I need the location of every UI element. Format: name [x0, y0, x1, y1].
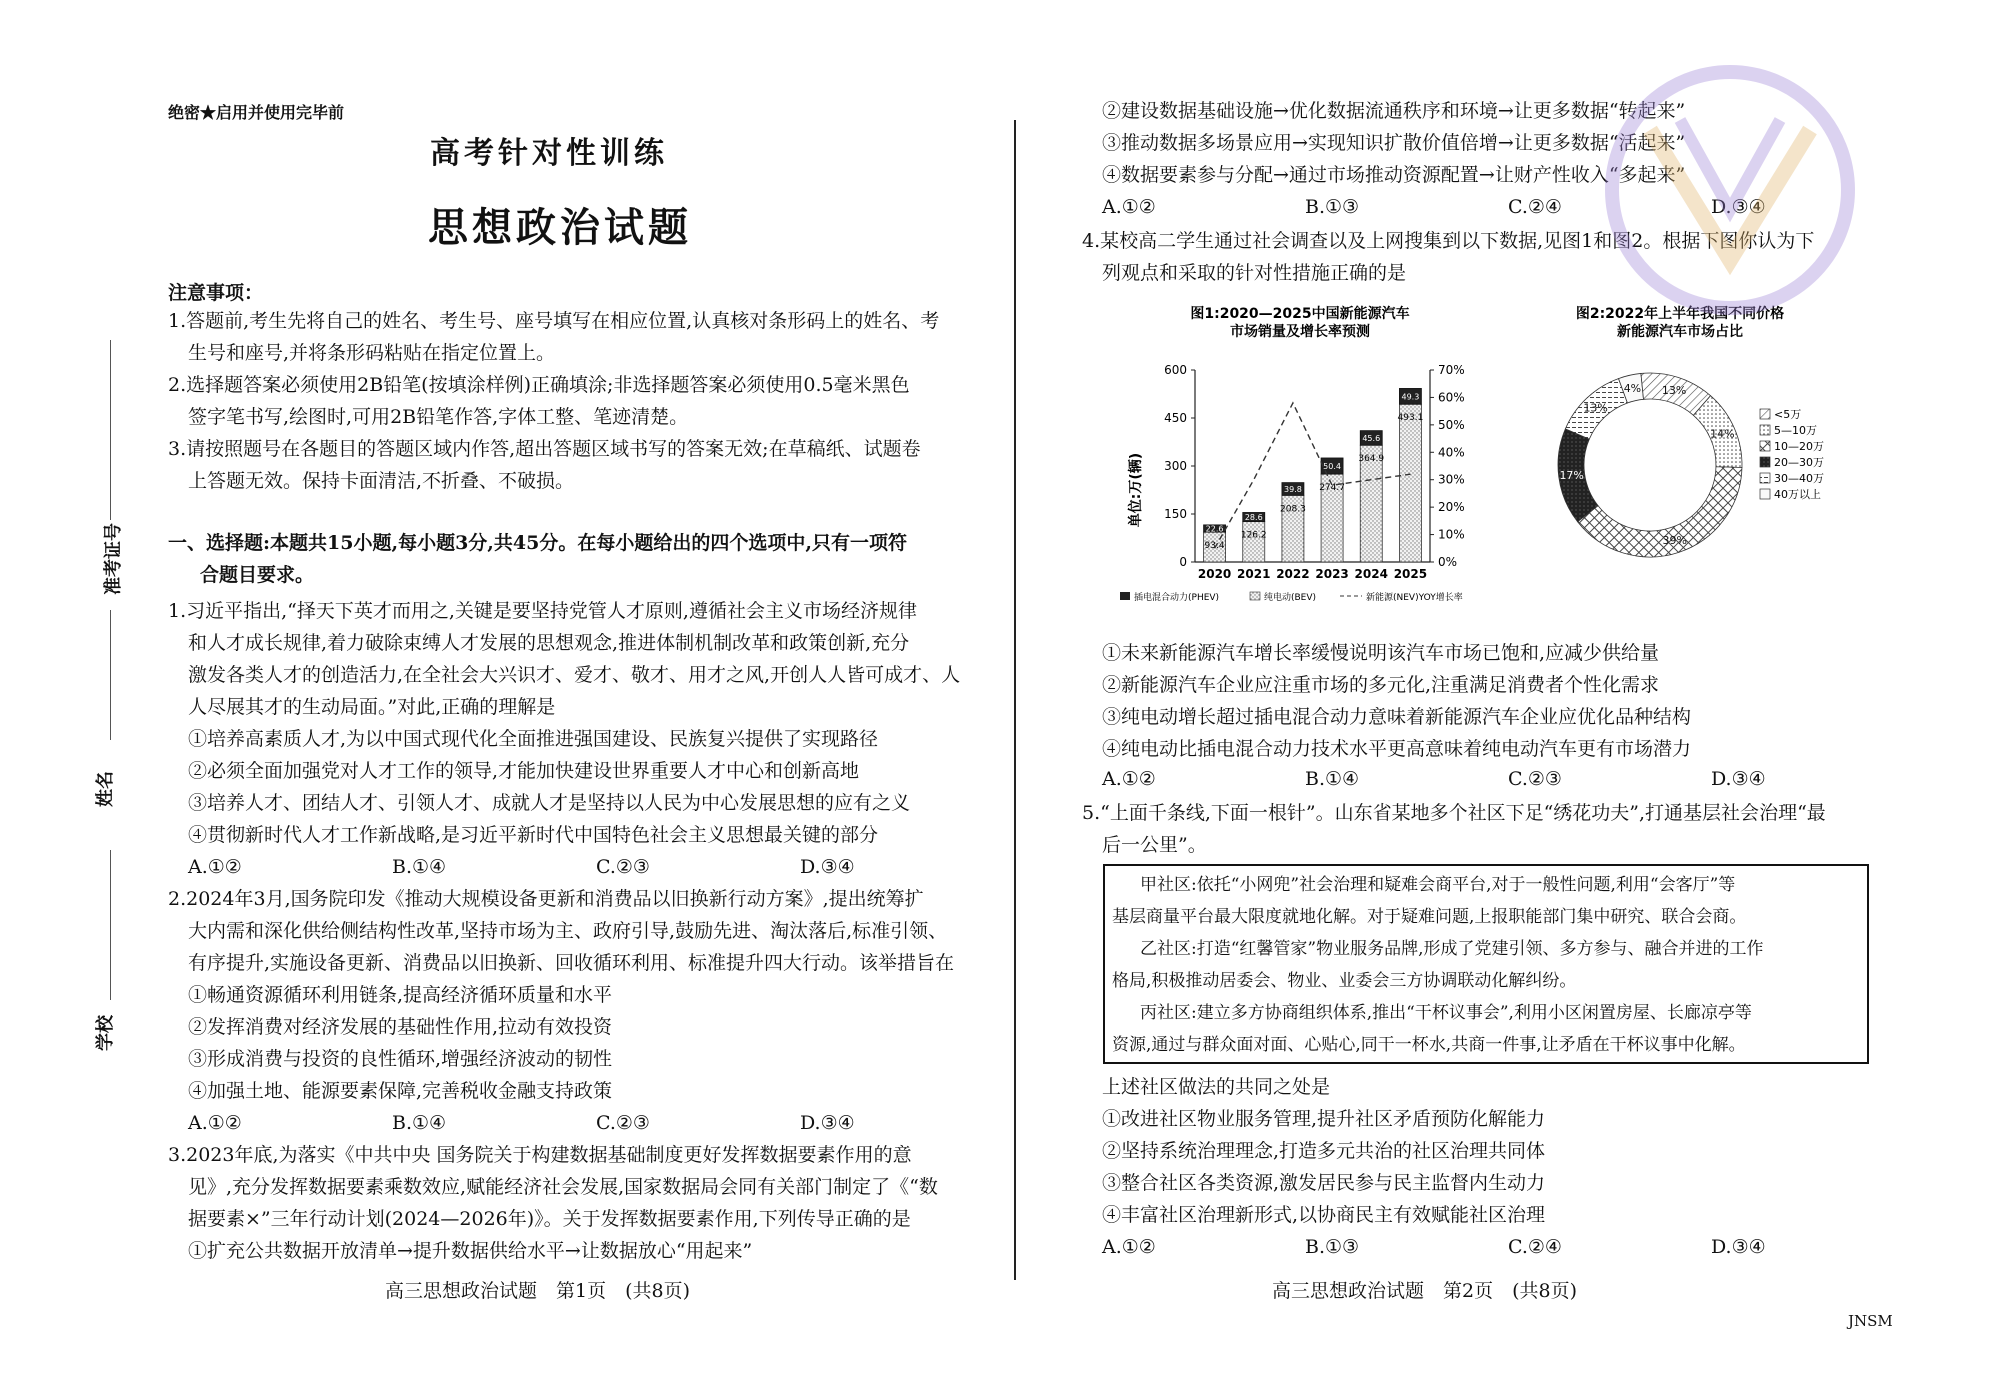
q1-stem: 人尽展其才的生动局面。”对此,正确的理解是	[188, 696, 556, 718]
figure1-xtick-label: 2022	[1276, 567, 1310, 581]
q1-option-c: C.②③	[596, 856, 650, 878]
q1-option-b: B.①④	[392, 856, 447, 878]
footer-right: 高三思想政治试题 第2页 (共8页)	[1272, 1280, 1578, 1302]
figure1-bev-label: 93.4	[1204, 541, 1225, 552]
figure1-y2tick-label: 40%	[1438, 445, 1465, 460]
q5-material-line: 格局,积极推动居委会、物业、业委会三方协调联动化解纠纷。	[1112, 971, 1577, 991]
figure2-legend	[1760, 408, 1824, 501]
figure1-legend	[1120, 591, 1463, 603]
figure1-bev-label: 208.3	[1280, 504, 1306, 515]
figure2-title-line2: 新能源汽车市场占比	[1617, 324, 1743, 340]
figure1-bev-label: 493.1	[1397, 413, 1424, 424]
q2-option-a: A.①②	[188, 1112, 242, 1134]
figure1-phev-label: 50.4	[1323, 462, 1341, 472]
figure2-legend-swatch	[1760, 457, 1770, 467]
figure1-legend-phev: 插电混合动力(PHEV)	[1134, 593, 1220, 603]
figure1-title-line1: 图1:2020—2025中国新能源汽车	[1190, 306, 1410, 322]
q5-option-b: B.①③	[1305, 1236, 1360, 1258]
figure2-title-line1: 图2:2022年上半年我国不同价格	[1575, 306, 1785, 322]
figure1-xtick-label: 2024	[1354, 567, 1388, 581]
q2-statement: ④加强土地、能源要素保障,完善税收金融支持政策	[188, 1080, 613, 1102]
figure1-y2tick-label: 20%	[1438, 500, 1465, 515]
figure2-legend-swatch	[1760, 409, 1770, 419]
figure1-y2tick-label: 60%	[1438, 390, 1465, 405]
q4-statement: ③纯电动增长超过插电混合动力意味着新能源汽车企业应优化品种结构	[1102, 706, 1692, 728]
q1-option-a: A.①②	[188, 856, 242, 878]
section-heading: 合题目要求。	[200, 564, 315, 586]
q4-option-a: A.①②	[1102, 768, 1156, 790]
q2-statement: ①畅通资源循环利用链条,提高经济循环质量和水平	[188, 984, 613, 1006]
figure1-y2tick-label: 50%	[1438, 417, 1465, 432]
figure1-phev-label: 28.6	[1244, 513, 1263, 523]
figure2-chart	[1530, 300, 1870, 600]
q4-option-c: C.②③	[1508, 768, 1562, 790]
q5-statement: ③整合社区各类资源,激发居民参与民主监督内生动力	[1102, 1172, 1546, 1194]
figure1-bar-bev	[1240, 522, 1267, 562]
q5-material-line: 基层商量平台最大限度就地化解。对于疑难问题,上报职能部门集中研究、联合会商。	[1112, 907, 1747, 927]
figure2-slice-label: 13%	[1661, 383, 1687, 397]
q3-statement: ①扩充公共数据开放清单→提升数据供给水平→让数据放心“用起来”	[188, 1240, 753, 1262]
q5-option-d: D.③④	[1711, 1236, 1766, 1258]
q5-statement: ②坚持系统治理理念,打造多元共治的社区治理共同体	[1102, 1140, 1546, 1162]
figure2-legend-label: 5—10万	[1774, 424, 1817, 437]
footer-left: 高三思想政治试题 第1页 (共8页)	[385, 1280, 691, 1302]
subject-title: 思想政治试题	[428, 204, 692, 251]
q4-statement: ④纯电动比插电混合动力技术水平更高意味着纯电动汽车更有市场潜力	[1102, 738, 1692, 760]
figure2-legend-swatch	[1760, 425, 1770, 435]
q1-statement: ②必须全面加强党对人才工作的领导,才能加快建设世界重要人才中心和创新高地	[188, 760, 860, 782]
confidential-mark: 绝密★启用并使用完毕前	[168, 103, 345, 122]
figure1-legend-swatch-bev	[1250, 592, 1260, 600]
sidebar-exam-id-label: 准考证号	[103, 523, 124, 595]
q1-statement: ④贯彻新时代人才工作新战略,是习近平新时代中国特色社会主义思想最关键的部分	[188, 824, 879, 846]
figure2-legend-label: 10—20万	[1774, 440, 1824, 453]
figure2-slice-label: 4%	[1623, 381, 1642, 395]
q2-statement: ②发挥消费对经济发展的基础性作用,拉动有效投资	[188, 1016, 613, 1038]
q5-question: 上述社区做法的共同之处是	[1102, 1076, 1331, 1098]
figure1-xtick-label: 2021	[1237, 567, 1271, 581]
notice-line: 生号和座号,并将条形码粘贴在指定位置上。	[188, 342, 556, 364]
q4-statement: ①未来新能源汽车增长率缓慢说明该汽车市场已饱和,应减少供给量	[1102, 642, 1660, 664]
figure1-bev-label: 126.2	[1240, 530, 1267, 541]
page-code: JNSM	[1848, 1312, 1893, 1330]
figure2-slice	[1578, 467, 1742, 557]
q5-statement: ④丰富社区治理新形式,以协商民主有效赋能社区治理	[1102, 1204, 1546, 1226]
figure1-ytick-label: 600	[1164, 363, 1187, 377]
sidebar-line-1	[110, 340, 111, 520]
sidebar-name-label: 姓名	[95, 771, 116, 807]
figure1-ytick-label: 450	[1164, 411, 1187, 425]
q4-option-d: D.③④	[1711, 768, 1766, 790]
q4-statement: ②新能源汽车企业应注重市场的多元化,注重满足消费者个性化需求	[1102, 674, 1660, 696]
figure2-slices	[1558, 373, 1742, 557]
q1-statement: ③培养人才、团结人才、引领人才、成就人才是坚持以人民为中心发展思想的应有之义	[188, 792, 911, 814]
q1-statement: ①培养高素质人才,为以中国式现代化全面推进强国建设、民族复兴提供了实现路径	[188, 728, 879, 750]
q2-stem: 有序提升,实施设备更新、消费品以旧换新、回收循环利用、标准提升四大行动。该举措旨在	[188, 952, 955, 974]
figure1-ylabel: 单位:万(辆)	[1128, 452, 1144, 528]
figure1-phev-label: 22.6	[1205, 524, 1224, 534]
q3-statement: ②建设数据基础设施→优化数据流通秩序和环境→让更多数据“转起来”	[1102, 100, 1686, 122]
figure1-bev-label: 364.9	[1358, 454, 1385, 465]
q3-option-c: C.②④	[1508, 196, 1562, 218]
section-heading: 一、选择题:本题共15小题,每小题3分,共45分。在每小题给出的四个选项中,只有一项符	[168, 532, 907, 554]
figure1-ytick-label: 0	[1179, 555, 1187, 569]
figure1-phev-label: 39.8	[1284, 484, 1302, 494]
figure1-y2tick-label: 10%	[1438, 527, 1465, 542]
exam-title: 高考针对性训练	[430, 136, 668, 171]
q5-material-line: 丙社区:建立多方协商组织体系,推出“干杯议事会”,利用小区闲置房屋、长廊凉亭等	[1140, 1003, 1752, 1023]
figure1-bar-bev	[1399, 404, 1421, 562]
figure1-ytick-label: 150	[1164, 507, 1187, 521]
q5-material-line: 资源,通过与群众面对面、心贴心,同干一杯水,共商一件事,让矛盾在干杯议事中化解。	[1112, 1035, 1746, 1055]
sidebar-line-2	[110, 610, 111, 740]
q5-statement: ①改进社区物业服务管理,提升社区矛盾预防化解能力	[1102, 1108, 1546, 1130]
figure1-ytick-label: 300	[1164, 459, 1187, 473]
figure2-slice-label: 13%	[1583, 401, 1608, 415]
figure2-legend-label: 40万以上	[1774, 488, 1821, 501]
q3-option-d: D.③④	[1711, 196, 1766, 218]
q4-option-b: B.①④	[1305, 768, 1360, 790]
figure1-legend-yoy: 新能源(NEV)YOY增长率	[1366, 593, 1463, 603]
q3-stem: 3.2023年底,为落实《中共中央 国务院关于构建数据基础制度更好发挥数据要素作用的意	[168, 1144, 912, 1166]
q5-option-c: C.②④	[1508, 1236, 1562, 1258]
notice-line: 2.选择题答案必须使用2B铅笔(按填涂样例)正确填涂;非选择题答案必须使用0.5毫米黑色	[168, 374, 910, 396]
figure2-legend-swatch	[1760, 489, 1770, 499]
q1-stem: 和人才成长规律,着力破除束缚人才发展的思想观念,推进体制机制改革和政策创新,充分	[188, 632, 910, 654]
q5-material-line: 甲社区:依托“小网兜”社会治理和疑难会商平台,对于一般性问题,利用“会客厅”等	[1140, 875, 1736, 895]
sidebar-school-label: 学校	[95, 1015, 116, 1051]
figure1-y2tick-label: 70%	[1438, 363, 1465, 377]
q1-option-d: D.③④	[800, 856, 855, 878]
q4-stem: 4.某校高二学生通过社会调查以及上网搜集到以下数据,见图1和图2。根据下图你认为下	[1082, 230, 1815, 252]
figure2-slice-label: 14%	[1710, 427, 1735, 441]
figure2-legend-label: <5万	[1774, 408, 1802, 421]
notice-line: 签字笔书写,绘图时,可用2B铅笔作答,字体工整、笔迹清楚。	[188, 406, 689, 428]
figure1-title-line2: 市场销量及增长率预测	[1230, 324, 1370, 340]
figure1-xtick-label: 2020	[1197, 567, 1232, 581]
q3-statement: ④数据要素参与分配→通过市场推动资源配置→让财产性收入“多起来”	[1102, 164, 1686, 186]
notice-line: 1.答题前,考生先将自己的姓名、考生号、座号填写在相应位置,认真核对条形码上的姓名、考	[168, 310, 940, 332]
figure2-legend-swatch	[1760, 473, 1770, 483]
figure1-xtick-label: 2023	[1315, 567, 1349, 581]
figure1-y2tick-label: 0%	[1438, 555, 1458, 569]
notice-line: 3.请按照题号在各题目的答题区域内作答,超出答题区域书写的答案无效;在草稿纸、试题卷	[168, 438, 921, 460]
figure2-slice-label: 39%	[1662, 534, 1687, 548]
q2-option-b: B.①④	[392, 1112, 447, 1134]
figure1-bev-label: 274.7	[1319, 483, 1345, 494]
figure1-y2tick-label: 30%	[1438, 472, 1465, 487]
q1-stem: 激发各类人才的创造活力,在全社会大兴识才、爱才、敬才、用才之风,开创人人皆可成才、人	[188, 664, 961, 686]
figure2-legend-swatch	[1760, 441, 1770, 451]
q3-stem: 见》,充分发挥数据要素乘数效应,赋能经济社会发展,国家数据局会同有关部门制定了《“数	[188, 1176, 938, 1198]
figure1-bars	[1204, 388, 1424, 562]
notice-line: 上答题无效。保持卡面清洁,不折叠、不破损。	[188, 470, 575, 492]
q2-option-c: C.②③	[596, 1112, 650, 1134]
q2-option-d: D.③④	[800, 1112, 855, 1134]
sidebar-line-3	[110, 850, 111, 1000]
q4-stem: 列观点和采取的针对性措施正确的是	[1102, 262, 1407, 284]
q5-option-a: A.①②	[1102, 1236, 1156, 1258]
figure2-legend-label: 30—40万	[1774, 472, 1824, 485]
q3-option-a: A.①②	[1102, 196, 1156, 218]
q5-stem: 5.“上面千条线,下面一根针”。山东省某地多个社区下足“绣花功夫”,打通基层社会治理“最	[1082, 802, 1826, 824]
q5-material-line: 乙社区:打造“红馨管家”物业服务品牌,形成了党建引领、多方参与、融合并进的工作	[1140, 939, 1764, 959]
q2-statement: ③形成消费与投资的良性循环,增强经济波动的韧性	[188, 1048, 613, 1070]
q5-stem: 后一公里”。	[1102, 834, 1207, 856]
q3-option-b: B.①③	[1305, 196, 1360, 218]
figure2-legend-label: 20—30万	[1774, 456, 1824, 469]
figure2-slice-label: 17%	[1559, 469, 1584, 483]
figure1-chart	[1100, 300, 1520, 620]
q3-statement: ③推动数据多场景应用→实现知识扩散价值倍增→让更多数据“活起来”	[1102, 132, 1686, 154]
figure1-xtick-label: 2025	[1393, 567, 1428, 581]
watermark-logo-icon	[1580, 60, 1880, 320]
figure1-phev-label: 45.6	[1362, 433, 1381, 443]
q3-stem: 据要素×”三年行动计划(2024—2026年)》。关于发挥数据要素作用,下列传导正确的是	[188, 1208, 911, 1230]
notice-heading: 注意事项：	[168, 282, 264, 304]
q2-stem: 2.2024年3月,国务院印发《推动大规模设备更新和消费品以旧换新行动方案》,提出统筹扩	[168, 888, 924, 910]
figure1-phev-label: 49.3	[1401, 392, 1420, 402]
q1-stem: 1.习近平指出,“择天下英才而用之,关键是要坚持党管人才原则,遵循社会主义市场经济规律	[168, 600, 917, 622]
q2-stem: 大内需和深化供给侧结构性改革,坚持市场为主、政府引导,鼓励先进、淘汰落后,标准引领、	[188, 920, 948, 942]
figure1-legend-swatch-phev	[1120, 592, 1130, 600]
figure1-legend-bev: 纯电动(BEV)	[1264, 593, 1317, 603]
page-divider	[1014, 120, 1016, 1280]
